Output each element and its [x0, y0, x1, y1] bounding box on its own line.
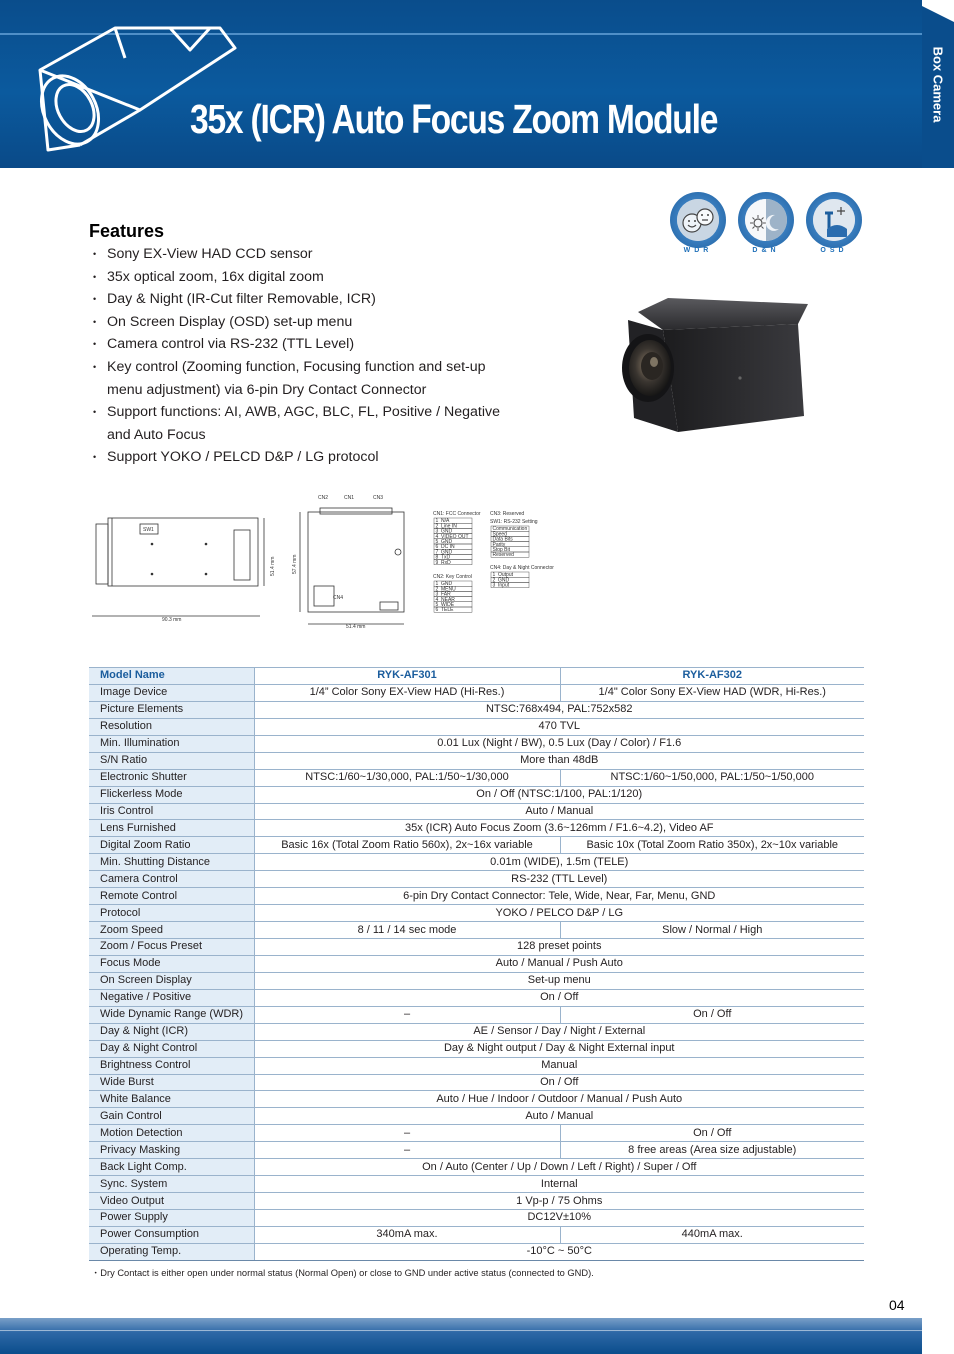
dimension-drawings [88, 490, 568, 630]
feature-item: • Sony EX-View HAD CCD sensor [93, 243, 513, 266]
badge-label: D&N [752, 247, 780, 254]
pin-number: 6 [435, 544, 439, 551]
pin-number: 4 [435, 533, 439, 540]
cn2-title: CN2: Key Control [433, 574, 472, 580]
rear-height-dim: 57.4 mm [292, 554, 298, 574]
spec-label: White Balance [89, 1091, 254, 1108]
spec-value: More than 48dB [254, 752, 864, 769]
spec-row [89, 718, 864, 735]
pin-cell [434, 554, 472, 559]
spec-value: YOKO / PELCO D&P / LG [254, 905, 864, 922]
spec-value-model-b: NTSC:1/60~1/50,000, PAL:1/50~1/50,000 [560, 769, 864, 786]
features-list [93, 243, 513, 469]
badge-label: OSD [820, 247, 848, 254]
rear-view-drawing [300, 508, 404, 624]
spec-label: Zoom Speed [89, 922, 254, 939]
pin-tables [433, 511, 554, 613]
spec-row [89, 854, 864, 871]
spec-label: Zoom / Focus Preset [89, 939, 254, 956]
spec-label: Privacy Masking [89, 1142, 254, 1159]
pin-number: 1 [435, 581, 439, 588]
pin-label: Reserved [492, 552, 514, 559]
pin-cell [434, 560, 472, 565]
pin-label: Communication [492, 526, 528, 533]
spec-value: On / Off [254, 989, 864, 1006]
spec-value: Day & Night output / Day & Night External input [254, 1040, 864, 1057]
spec-value-model-a: – [254, 1142, 560, 1159]
spec-value: 128 preset points [254, 939, 864, 956]
spec-label: Gain Control [89, 1108, 254, 1125]
spec-value: Manual [254, 1057, 864, 1074]
pin-label: Data Bits [492, 536, 513, 543]
spec-label: Iris Control [89, 803, 254, 820]
spec-label: Model Name [89, 668, 254, 685]
pin-number: 2 [435, 523, 439, 530]
spec-row [89, 1125, 864, 1142]
spec-value: Auto / Manual [254, 1108, 864, 1125]
spec-value: On / Auto (Center / Up / Down / Left / Right) / Super / Off [254, 1159, 864, 1176]
pin-label: Output [498, 572, 514, 579]
spec-label: Resolution [89, 718, 254, 735]
spec-row [89, 684, 864, 701]
spec-label: Image Device [89, 684, 254, 701]
cn4-pin-table [491, 572, 529, 589]
spec-row [89, 1193, 864, 1210]
pin-label: GND [441, 528, 453, 535]
pin-number: 3 [492, 582, 496, 589]
feature-item: • Key control (Zooming function, Focusing function and set-up menu adjustment) via 6-pin Dry Contact Connector [93, 356, 513, 401]
spec-value-model-a: NTSC:1/60~1/30,000, PAL:1/50~1/30,000 [254, 769, 560, 786]
pin-label: TxD [441, 554, 451, 561]
feature-item: • 35x optical zoom, 16x digital zoom [93, 266, 513, 289]
cn2-label: CN2 [318, 495, 329, 501]
spec-row [89, 1108, 864, 1125]
spec-label: Motion Detection [89, 1125, 254, 1142]
spec-row [89, 1210, 864, 1227]
spec-value-model-a: 1/4” Color Sony EX-View HAD (Hi-Res.) [254, 684, 560, 701]
spec-value-model-b: 8 free areas (Area size adjustable) [560, 1142, 864, 1159]
spec-value-model-b: 1/4" Color Sony EX-View HAD (WDR, Hi-Res.) [560, 684, 864, 701]
side-width-dim: 90.3 mm [162, 617, 182, 623]
pin-label: GND [498, 577, 510, 584]
pin-cell [491, 582, 529, 587]
spec-row [89, 939, 864, 956]
spec-value: AE / Sensor / Day / Night / External [254, 1023, 864, 1040]
pin-label: Stop Bit [492, 547, 511, 553]
spec-value: Auto / Manual [254, 803, 864, 820]
spec-label: Brightness Control [89, 1057, 254, 1074]
spec-row [89, 888, 864, 905]
spec-row [89, 1040, 864, 1057]
feature-item: • Support YOKO / PELCD D&P / LG protocol [93, 446, 513, 469]
cn1-pin-table [434, 518, 472, 566]
spec-label: Digital Zoom Ratio [89, 837, 254, 854]
spec-label: Remote Control [89, 888, 254, 905]
pin-label: NEAR [441, 596, 455, 603]
spec-value-model-b: Slow / Normal / High [560, 922, 864, 939]
features-heading: Features [89, 221, 165, 241]
pin-label: GND [441, 581, 453, 588]
spec-label: Electronic Shutter [89, 769, 254, 786]
spec-value: Auto / Manual / Push Auto [254, 955, 864, 972]
spec-value-model-a: Basic 16x (Total Zoom Ratio 560x), 2x~16x variable [254, 837, 560, 854]
spec-row [89, 837, 864, 854]
pin-label: GND [441, 549, 453, 556]
spec-row [89, 803, 864, 820]
model-b-name: RYK-AF302 [560, 668, 864, 685]
pin-label: VIDEO OUT [441, 533, 469, 540]
pin-label: GND [441, 539, 453, 545]
spec-value: 1 Vp-p / 75 Ohms [254, 1193, 864, 1210]
pin-label: DC IN [441, 544, 455, 551]
cn4-label: CN4 [333, 595, 344, 601]
pin-number: 6 [435, 607, 439, 614]
spec-label: Sync. System [89, 1176, 254, 1193]
pin-number: 3 [435, 591, 439, 598]
spec-label: Wide Burst [89, 1074, 254, 1091]
side-label-text: Box Camera [930, 46, 946, 122]
pin-number: 4 [435, 596, 439, 603]
sw1-title: SW1: RS-232 Setting [490, 519, 538, 525]
side-height-dim: 51.4 mm [270, 556, 276, 576]
spec-value: DC12V±10% [254, 1210, 864, 1227]
spec-row [89, 972, 864, 989]
side-view-drawing [92, 518, 264, 616]
spec-label: Power Supply [89, 1210, 254, 1227]
feature-item: • Support functions: AI, AWB, AGC, BLC, FL, Positive / Negative and Auto Focus [93, 401, 513, 446]
spec-row [89, 701, 864, 718]
spec-label: Day & Night Control [89, 1040, 254, 1057]
spec-value: Auto / Hue / Indoor / Outdoor / Manual / Push Auto [254, 1091, 864, 1108]
header-banner [0, 0, 922, 168]
pin-label: TELE [441, 607, 454, 614]
feature-badges [670, 192, 865, 258]
spec-row [89, 820, 864, 837]
pin-number: 3 [435, 528, 439, 535]
rear-width-dim: 51.4 mm [346, 624, 366, 630]
footnote: ・Dry Contact is either open under normal status (Normal Open) or close to GND under active status (connected to GND). [91, 1268, 594, 1278]
spec-value: RS-232 (TTL Level) [254, 871, 864, 888]
spec-label: Video Output [89, 1193, 254, 1210]
pin-number: 2 [492, 577, 496, 584]
spec-value: Internal [254, 1176, 864, 1193]
pin-label: N/A [441, 518, 450, 525]
badge-label: WDR [683, 247, 713, 254]
spec-value-model-b: Basic 10x (Total Zoom Ratio 350x), 2x~10x variable [560, 837, 864, 854]
spec-value-model-b: On / Off [560, 1006, 864, 1023]
spec-label: Negative / Positive [89, 989, 254, 1006]
spec-value: 470 TVL [254, 718, 864, 735]
pin-number: 5 [435, 602, 439, 608]
product-photo [608, 290, 828, 440]
spec-row [89, 1176, 864, 1193]
spec-label: Protocol [89, 905, 254, 922]
spec-label: Back Light Comp. [89, 1159, 254, 1176]
spec-row [89, 1006, 864, 1023]
spec-value: Set-up menu [254, 972, 864, 989]
dn-badge [738, 192, 794, 258]
spec-row [89, 955, 864, 972]
spec-row [89, 1023, 864, 1040]
spec-value: 0.01m (WIDE), 1.5m (TELE) [254, 854, 864, 871]
spec-row [89, 1142, 864, 1159]
spec-value: On / Off [254, 1074, 864, 1091]
cn4-title: CN4: Day & Night Connector [490, 565, 554, 571]
feature-item: • Day & Night (IR-Cut filter Removable, ICR) [93, 288, 513, 311]
pin-label: WIDE [441, 602, 455, 608]
cn3-title: CN3: Reserved [490, 511, 525, 517]
pin-number: 5 [435, 539, 439, 545]
hand-tool-icon [813, 199, 855, 241]
spec-header-row [89, 668, 864, 685]
side-tab-notch [922, 0, 954, 24]
footer-band [0, 1318, 922, 1354]
feature-item: • Camera control via RS-232 (TTL Level) [93, 333, 513, 356]
osd-badge [806, 192, 862, 258]
pin-number: 9 [435, 559, 439, 566]
spec-value-model-b: 440mA max. [560, 1226, 864, 1243]
sw1-label: SW1 [143, 527, 154, 533]
pin-label: Input [498, 582, 510, 589]
pin-label: Parity [492, 541, 506, 548]
model-a-name: RYK-AF301 [254, 668, 560, 685]
spec-label: Day & Night (ICR) [89, 1023, 254, 1040]
spec-row [89, 905, 864, 922]
spec-row [89, 1074, 864, 1091]
spec-label: Lens Furnished [89, 820, 254, 837]
spec-row [89, 871, 864, 888]
pin-number: 2 [435, 586, 439, 593]
spec-label: Camera Control [89, 871, 254, 888]
pin-number: 8 [435, 554, 439, 561]
spec-label: Operating Temp. [89, 1243, 254, 1260]
spec-row [89, 1057, 864, 1074]
smiley-faces-icon [677, 199, 719, 241]
spec-value: 6-pin Dry Contact Connector: Tele, Wide, Near, Far, Menu, GND [254, 888, 864, 905]
pin-label: Line IN [441, 523, 457, 530]
cn1-label: CN1 [344, 495, 355, 501]
spec-label: Picture Elements [89, 701, 254, 718]
spec-value-model-a: – [254, 1125, 560, 1142]
spec-row [89, 752, 864, 769]
spec-label: Min. Shutting Distance [89, 854, 254, 871]
spec-row [89, 786, 864, 803]
spec-label: Focus Mode [89, 955, 254, 972]
sun-moon-icon [745, 199, 787, 241]
pin-number: 1 [492, 572, 496, 579]
page-number: 04 [889, 1297, 905, 1313]
spec-value: 35x (ICR) Auto Focus Zoom (3.6~126mm / F1.6~4.2), Video AF [254, 820, 864, 837]
spec-row [89, 1243, 864, 1260]
spec-row [89, 735, 864, 752]
spec-row [89, 1159, 864, 1176]
spec-value: -10°C ~ 50°C [254, 1243, 864, 1260]
spec-label: Flickerless Mode [89, 786, 254, 803]
spec-label: Min. Illumination [89, 735, 254, 752]
page-title: 35x (ICR) Auto Focus Zoom Module [190, 96, 718, 142]
pin-label: RxD [441, 559, 451, 566]
sw1-setting-table [491, 526, 529, 558]
spec-value-model-a: 8 / 11 / 14 sec mode [254, 922, 560, 939]
side-tab [922, 0, 954, 1354]
cn3-label: CN3 [373, 495, 384, 501]
pin-label: MENU [441, 586, 456, 593]
spec-row [89, 1226, 864, 1243]
pin-number: 1 [435, 518, 439, 525]
spec-label: Wide Dynamic Range (WDR) [89, 1006, 254, 1023]
spec-value-model-a: 340mA max. [254, 1226, 560, 1243]
feature-item: • On Screen Display (OSD) set-up menu [93, 311, 513, 334]
pin-label: FAR [441, 591, 451, 598]
spec-label: S/N Ratio [89, 752, 254, 769]
spec-label: Power Consumption [89, 1226, 254, 1243]
spec-value-model-a: – [254, 1006, 560, 1023]
spec-row [89, 922, 864, 939]
spec-row [89, 1091, 864, 1108]
pin-number: 7 [435, 549, 439, 556]
spec-row [89, 769, 864, 786]
spec-value: 0.01 Lux (Night / BW), 0.5 Lux (Day / Color) / F1.6 [254, 735, 864, 752]
cn2-pin-table [434, 581, 472, 613]
spec-label: On Screen Display [89, 972, 254, 989]
cn1-title: CN1: FCC Connector [433, 511, 481, 517]
spec-value: On / Off (NTSC:1/100, PAL:1/120) [254, 786, 864, 803]
pin-label: Speed [492, 531, 507, 538]
spec-value: NTSC:768x494, PAL:752x582 [254, 701, 864, 718]
wdr-badge [670, 192, 726, 258]
side-label [922, 24, 954, 144]
spec-value-model-b: On / Off [560, 1125, 864, 1142]
spec-row [89, 989, 864, 1006]
spec-table [89, 667, 864, 1261]
